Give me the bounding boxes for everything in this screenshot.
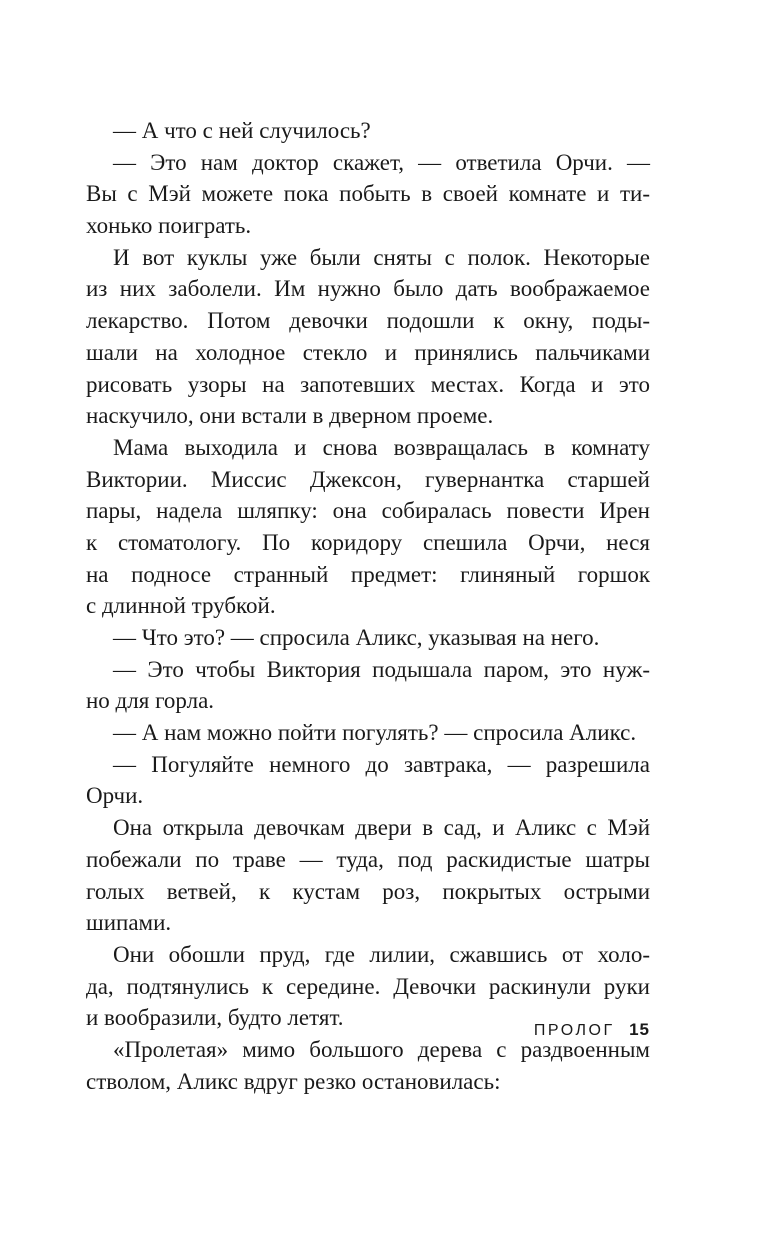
text-line: — Что это? — спросила Аликс, указывая на него. [113, 625, 600, 650]
text-line: «Пролетая» мимо большого дерева с раздвоенным [113, 1036, 650, 1062]
text-line: — А нам можно пойти погулять? — спросила Аликс. [113, 720, 637, 746]
text-line: но для горла. [86, 688, 215, 714]
text-line: И вот куклы уже были сняты с полок. Некоторые [113, 244, 650, 270]
text-line: на подносе странный предмет: глиняный горшок [86, 561, 650, 587]
text-line: хонько поиграть. [86, 213, 252, 239]
text-line: Вы с Мэй можете пока побыть в своей комнате и ти- [86, 181, 650, 207]
text-line: — Погуляйте немного до завтрака, — разрешила [113, 751, 650, 777]
text-line: рисовать узоры на запотевших местах. Когда и это [86, 371, 650, 397]
text-line: шипами. [86, 910, 172, 936]
text-line: с длинной трубкой. [86, 593, 276, 619]
text-line: пары, надела шляпку: она собиралась повести Ирен [86, 498, 650, 524]
text-line: Орчи. [86, 783, 144, 809]
text-line: — А что с ней случилось? [113, 118, 371, 143]
text-line: лекарство. Потом девочки подошли к окну, поды- [86, 308, 650, 334]
text-line: наскучило, они встали в дверном проеме. [86, 403, 494, 429]
running-head-section: ПРОЛОГ [533, 1022, 615, 1039]
text-line: побежали по траве — туда, под раскидистые шатры [86, 846, 650, 872]
text-line: Она открыла девочкам двери в сад, и Аликс с Мэй [113, 815, 650, 841]
text-line: стволом, Аликс вдруг резко остановилась: [86, 1068, 501, 1094]
text-line: Виктории. Миссис Джексон, гувернантка старшей [86, 466, 650, 492]
text-line: и вообразили, будто летят. [86, 1005, 344, 1031]
text-line: — Это нам доктор скажет, — ответила Орчи. — [113, 149, 650, 175]
text-line: из них заболели. Им нужно было дать воображаемое [86, 276, 650, 302]
text-line: Мама выходила и снова возвращалась в комнату [113, 434, 650, 460]
text-line: к стоматологу. По коридору спешила Орчи, неся [86, 529, 650, 555]
text-line: Они обошли пруд, где лилии, сжавшись от холо- [113, 941, 650, 967]
text-line: — Это чтобы Виктория подышала паром, это нуж- [113, 656, 650, 682]
text-line: да, подтянулись к середине. Девочки раскинули руки [86, 973, 650, 999]
text-line: голых ветвей, к кустам роз, покрытых острыми [86, 878, 650, 904]
text-line: шали на холодное стекло и принялись пальчиками [86, 339, 650, 365]
page-number: 15 [629, 1020, 650, 1039]
page-footer [534, 1020, 650, 1040]
page-body-text [86, 115, 650, 1097]
